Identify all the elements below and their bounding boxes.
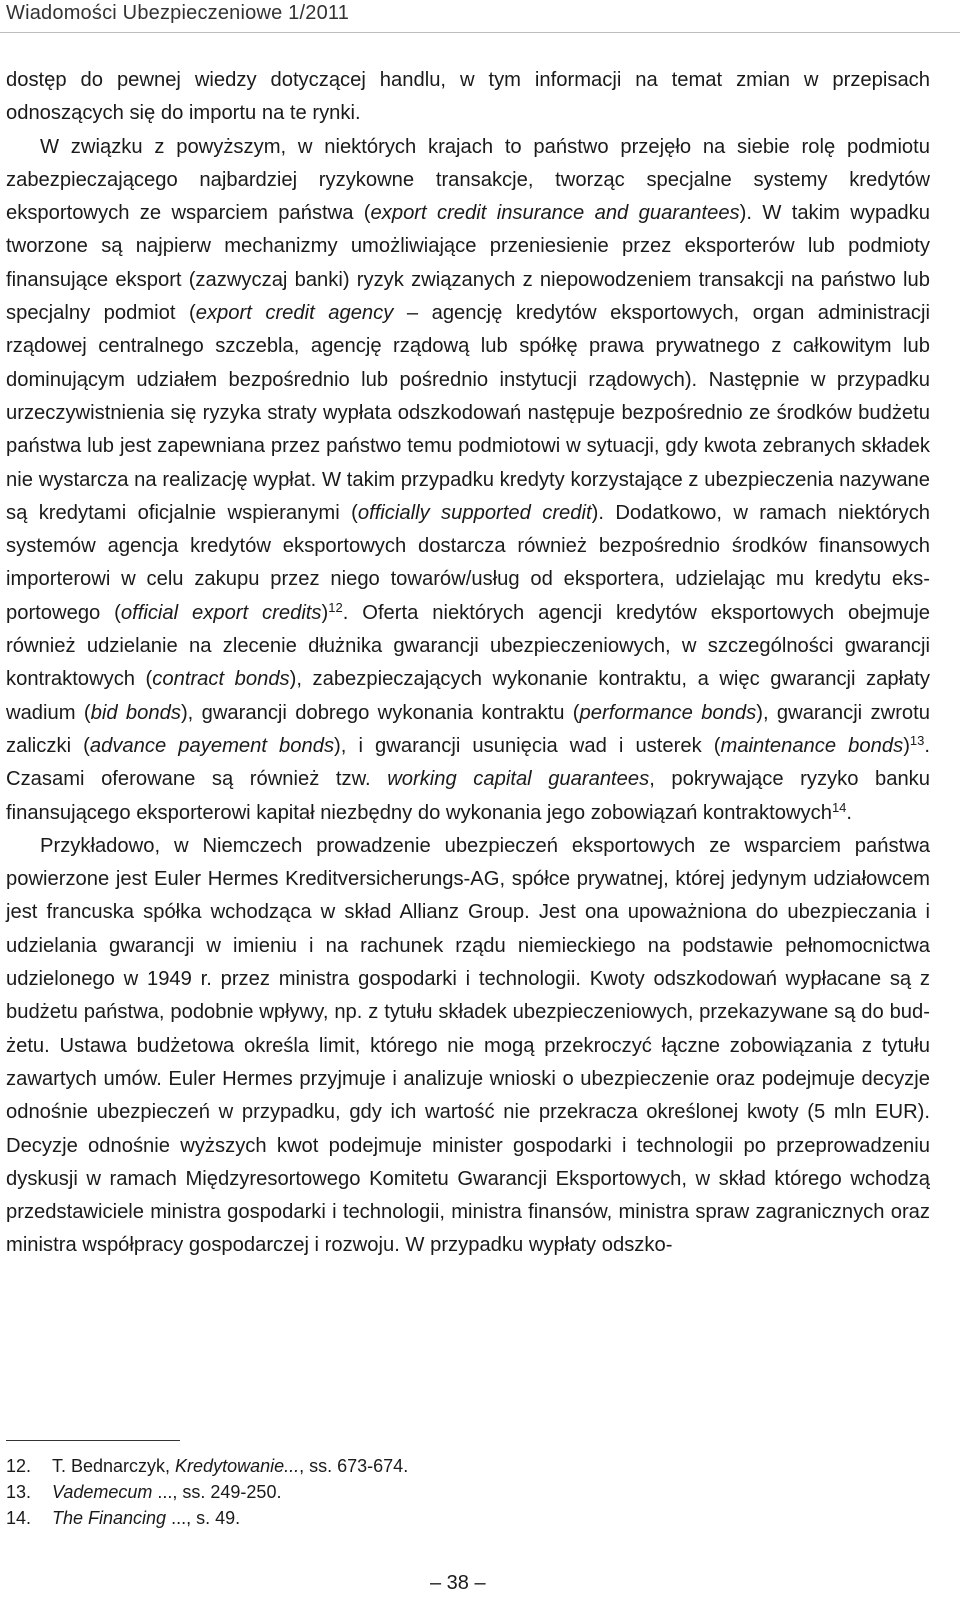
footnote-separator xyxy=(6,1440,180,1441)
text-run: ), zabezpieczających wykonanie kontraktu, a więc gwarancji zapłaty wadium ( xyxy=(6,668,931,724)
footnote-ref-12[interactable]: 12 xyxy=(328,599,343,615)
footnote-14 xyxy=(6,1505,906,1531)
italic-term: working capital guarantees xyxy=(387,768,650,791)
text-run: ) xyxy=(903,734,910,757)
text-run: . Czasami oferowane są również tzw. xyxy=(6,734,930,791)
paragraph-continued xyxy=(6,64,930,131)
italic-term: maintenance bonds xyxy=(720,734,904,757)
italic-term: advance payement bonds xyxy=(89,734,335,757)
footnote-ref-14[interactable]: 14 xyxy=(831,799,847,815)
footnote-number: 12. xyxy=(6,1456,32,1476)
italic-term: export credit insurance and guarantees xyxy=(370,202,740,225)
footnotes xyxy=(6,1453,906,1531)
italic-term: contract bonds xyxy=(152,668,290,691)
footnote-number: 13. xyxy=(6,1482,32,1502)
footnote-text-run: T. Bednarczyk, xyxy=(52,1456,176,1476)
footnote-ref-13[interactable]: 13 xyxy=(909,732,925,748)
article-body xyxy=(6,64,930,1263)
footnote-text-run: ..., ss. 249-250. xyxy=(152,1482,282,1502)
italic-term: performance bonds xyxy=(579,701,757,724)
footnote-12 xyxy=(6,1453,906,1479)
footnote-number: 14. xyxy=(6,1508,32,1528)
footnote-title: Kredytowanie... xyxy=(175,1456,300,1476)
text-run: . xyxy=(846,801,853,824)
footnote-title: Vademecum xyxy=(52,1482,153,1502)
text-run: ) xyxy=(321,601,329,624)
text-run: ), gwarancji zwrotu zaliczki ( xyxy=(6,701,930,757)
italic-term: export credit agency xyxy=(195,302,394,325)
page-number: – 38 – xyxy=(430,1572,486,1594)
italic-term: official export credits xyxy=(120,601,322,624)
text-run: ), i gwarancji usunięcia wad i usterek ( xyxy=(334,734,721,757)
paragraph xyxy=(6,830,930,1263)
text-run: . Oferta niektórych agencji kredytów eksportowych obejmuje również udzielanie na zlecenie dłużnika gwarancji ubezpieczeniowych, w szczególności gwarancji kontraktowych ( xyxy=(6,601,930,691)
text-run: dostęp do pewnej wiedzy dotyczącej handlu, w tym informacji na temat zmian w przepisach odnoszących się do importu na te rynki. xyxy=(6,69,930,125)
text-run: ), gwarancji dobrego wykonania kontraktu ( xyxy=(180,701,580,724)
text-run: ). Dodatkowo, w ramach niektórych systemów agencja kredytów eksportowych dostarcza również bezpośrednio środków finansowych importerowi w celu zakupu przez niego towarów/usług od eksportera, udzielając mu kredytu eksportowego ( xyxy=(6,501,931,624)
italic-term: officially supported credit xyxy=(357,501,592,524)
text-run: , pokrywające ryzyko banku finansującego eksporterowi kapitał niezbędny do wykonania jego zobowiązań kontraktowych xyxy=(6,768,930,824)
footnote-13 xyxy=(6,1479,906,1505)
paragraph xyxy=(6,131,930,830)
text-run: ). W takim wypadku tworzone są najpierw mechanizmy umożliwiające przeniesienie przez eksporterów lub podmioty finansujące eksport (zazwyczaj banki) ryzyk związanych z niepowodzeniem transakcji na państwo lub specjalny podmiot ( xyxy=(6,202,930,325)
text-run: W związku z powyższym, w niektórych krajach to państwo przejęło na siebie rolę podmiotu zabezpieczającego najbardziej ryzykowne transakcje, tworząc specjalne systemy kredytów eksportowych ze wsparciem państwa ( xyxy=(6,135,930,225)
footnote-text xyxy=(52,1505,240,1531)
text-run: – agencję kredytów eksportowych, organ administracji rządowej centralnego szczebla, agencję rządową lub spółkę prawa prywatnego z całkowitym lub dominującym udziałem bezpośrednio lub pośrednio instytucji rządowych). Następnie w przypadku urzeczywistnienia się ryzyka straty wypłata odszkodowań następuje bezpośrednio ze środków budżetu państwa lub jest zapewniana przez państwo temu podmiotowi w sytuacji, gdy kwota zebranych składek nie wystarcza na realizację wypłat. W takim przypadku kredyty korzystające z ubezpieczenia nazywane są kredytami oficjalnie wspieranymi ( xyxy=(6,302,930,524)
journal-title: Wiadomości Ubezpieczeniowe 1/2011 xyxy=(6,2,350,24)
footnote-text-run: ..., s. 49. xyxy=(166,1508,241,1528)
running-header xyxy=(0,0,960,33)
footnote-text xyxy=(52,1453,408,1479)
footnote-title: The Financing xyxy=(52,1508,167,1528)
footnote-text xyxy=(52,1479,281,1505)
footnote-text-run: , ss. 673-674. xyxy=(299,1456,409,1476)
italic-term: bid bonds xyxy=(90,701,181,724)
text-run: Przykładowo, w Niemczech prowadzenie ubezpieczeń eksportowych ze wsparciem państwa powierzone jest Euler Hermes Kreditversicherungs-AG, spółce prywatnej, której jedynym udziałowcem jest francuska spółka wchodząca w skład Allianz Group. Jest ona upoważniona do ubezpieczania i udzielania gwarancji w imieniu i na rachunek rządu niemieckiego na podstawie pełnomocnictwa udzielonego w 1949 r. przez ministra gospodarki i technologii. Kwoty odszkodowań wypłacane są z budżetu państwa, podobnie wpływy, np. z tytułu składek ubezpieczeniowych, przekazywane są do budżetu. Ustawa budżetowa określa limit, którego nie mogą przekroczyć łączne zobowiązania z tytułu zawartych umów. Euler Hermes przyjmuje i analizuje wnioski o ubezpieczenie oraz podejmuje decyzje odnośnie ubezpieczeń w przypadku, gdy ich wartość nie przekracza określonej kwoty (5 mln EUR). Decyzje odnośnie wyższych kwot podejmuje minister gospodarki i technologii po przeprowadzeniu dyskusji w ramach Międzyresortowego Komitetu Gwarancji Eksportowych, w skład którego wchodzą przedstawiciele ministra gospodarki i technologii, ministra finansów, ministra spraw zagranicznych oraz ministra współpracy gospodarczej i rozwoju. W przypadku wypłaty odszko- xyxy=(6,834,930,1257)
